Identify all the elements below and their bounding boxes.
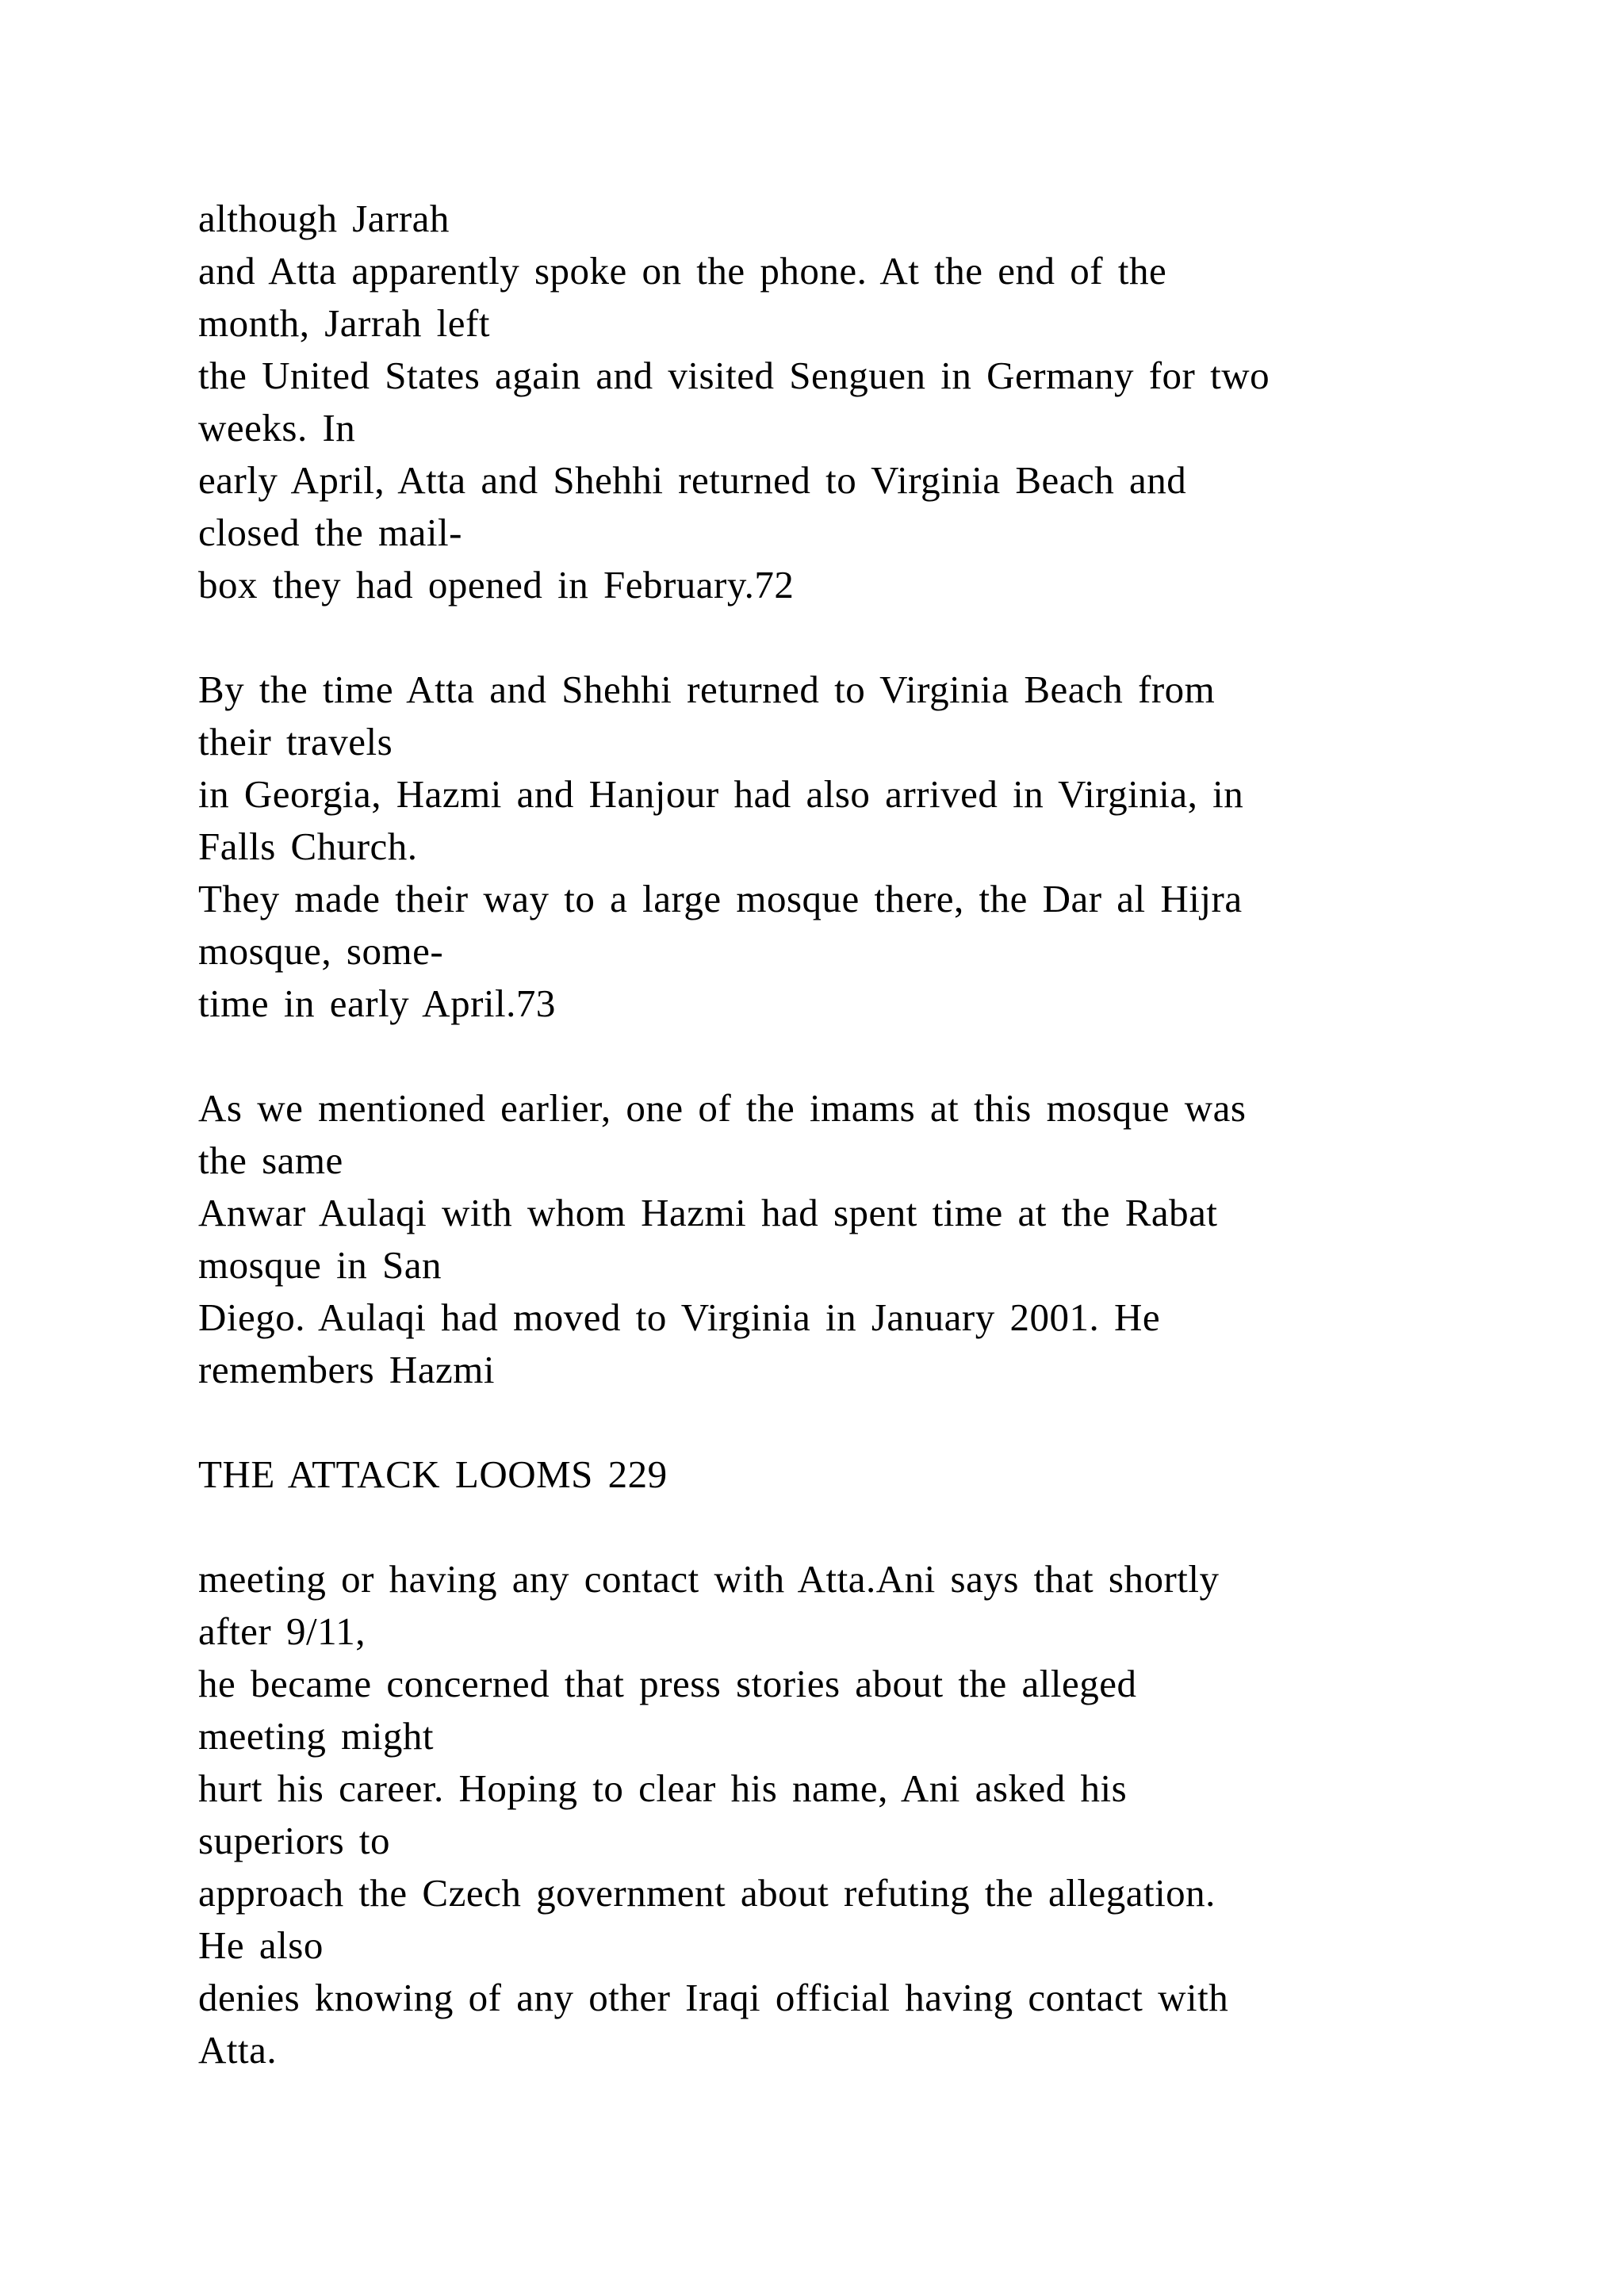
text-line: Diego. Aulaqi had moved to Virginia in January 2001. He bbox=[198, 1295, 1161, 1339]
text-line: mosque in San bbox=[198, 1243, 442, 1287]
text-line: Atta. bbox=[198, 2028, 278, 2072]
text-line: time in early April.73 bbox=[198, 982, 556, 1025]
text-line: closed the mail- bbox=[198, 511, 462, 554]
paragraph bbox=[198, 1553, 1499, 2076]
text-line: meeting might bbox=[198, 1714, 434, 1758]
text-line: denies knowing of any other Iraqi official having contact with bbox=[198, 1976, 1229, 2019]
text-line: By the time Atta and Shehhi returned to Virginia Beach from bbox=[198, 668, 1216, 711]
paragraph-gap bbox=[198, 1501, 1499, 1553]
text-line: approach the Czech government about refuting the allegation. bbox=[198, 1871, 1216, 1915]
text-line: and Atta apparently spoke on the phone. At the end of the bbox=[198, 249, 1167, 293]
text-line: Anwar Aulaqi with whom Hazmi had spent time at the Rabat bbox=[198, 1191, 1218, 1234]
paragraph bbox=[198, 1082, 1499, 1396]
text-line: meeting or having any contact with Atta.Ani says that shortly bbox=[198, 1557, 1220, 1601]
text-line: mosque, some- bbox=[198, 929, 444, 973]
text-line: month, Jarrah left bbox=[198, 301, 490, 345]
page-header-text: THE ATTACK LOOMS 229 bbox=[198, 1452, 668, 1496]
paragraph bbox=[198, 664, 1499, 1030]
text-line: As we mentioned earlier, one of the imams at this mosque was bbox=[198, 1086, 1247, 1130]
text-line: hurt his career. Hoping to clear his name, Ani asked his bbox=[198, 1766, 1128, 1810]
text-line: in Georgia, Hazmi and Hanjour had also arrived in Virginia, in bbox=[198, 772, 1244, 816]
text-line: he became concerned that press stories about the alleged bbox=[198, 1662, 1137, 1705]
text-line: their travels bbox=[198, 720, 393, 763]
paragraph bbox=[198, 193, 1499, 611]
document-body bbox=[198, 193, 1499, 2076]
paragraph-gap bbox=[198, 1396, 1499, 1448]
text-line: the United States again and visited Senguen in Germany for two bbox=[198, 354, 1270, 397]
text-line: early April, Atta and Shehhi returned to Virginia Beach and bbox=[198, 458, 1187, 502]
text-line: weeks. In bbox=[198, 406, 356, 450]
text-line: Falls Church. bbox=[198, 825, 418, 868]
running-header bbox=[198, 1448, 1499, 1501]
text-line: box they had opened in February.72 bbox=[198, 563, 795, 607]
text-line: remembers Hazmi bbox=[198, 1348, 496, 1391]
text-line: although Jarrah bbox=[198, 197, 450, 240]
text-line: superiors to bbox=[198, 1819, 390, 1862]
text-line: They made their way to a large mosque there, the Dar al Hijra bbox=[198, 877, 1243, 920]
text-line: the same bbox=[198, 1138, 343, 1182]
text-line: He also bbox=[198, 1923, 324, 1967]
paragraph-gap bbox=[198, 611, 1499, 664]
paragraph-gap bbox=[198, 1030, 1499, 1082]
text-line: after 9/11, bbox=[198, 1609, 366, 1653]
